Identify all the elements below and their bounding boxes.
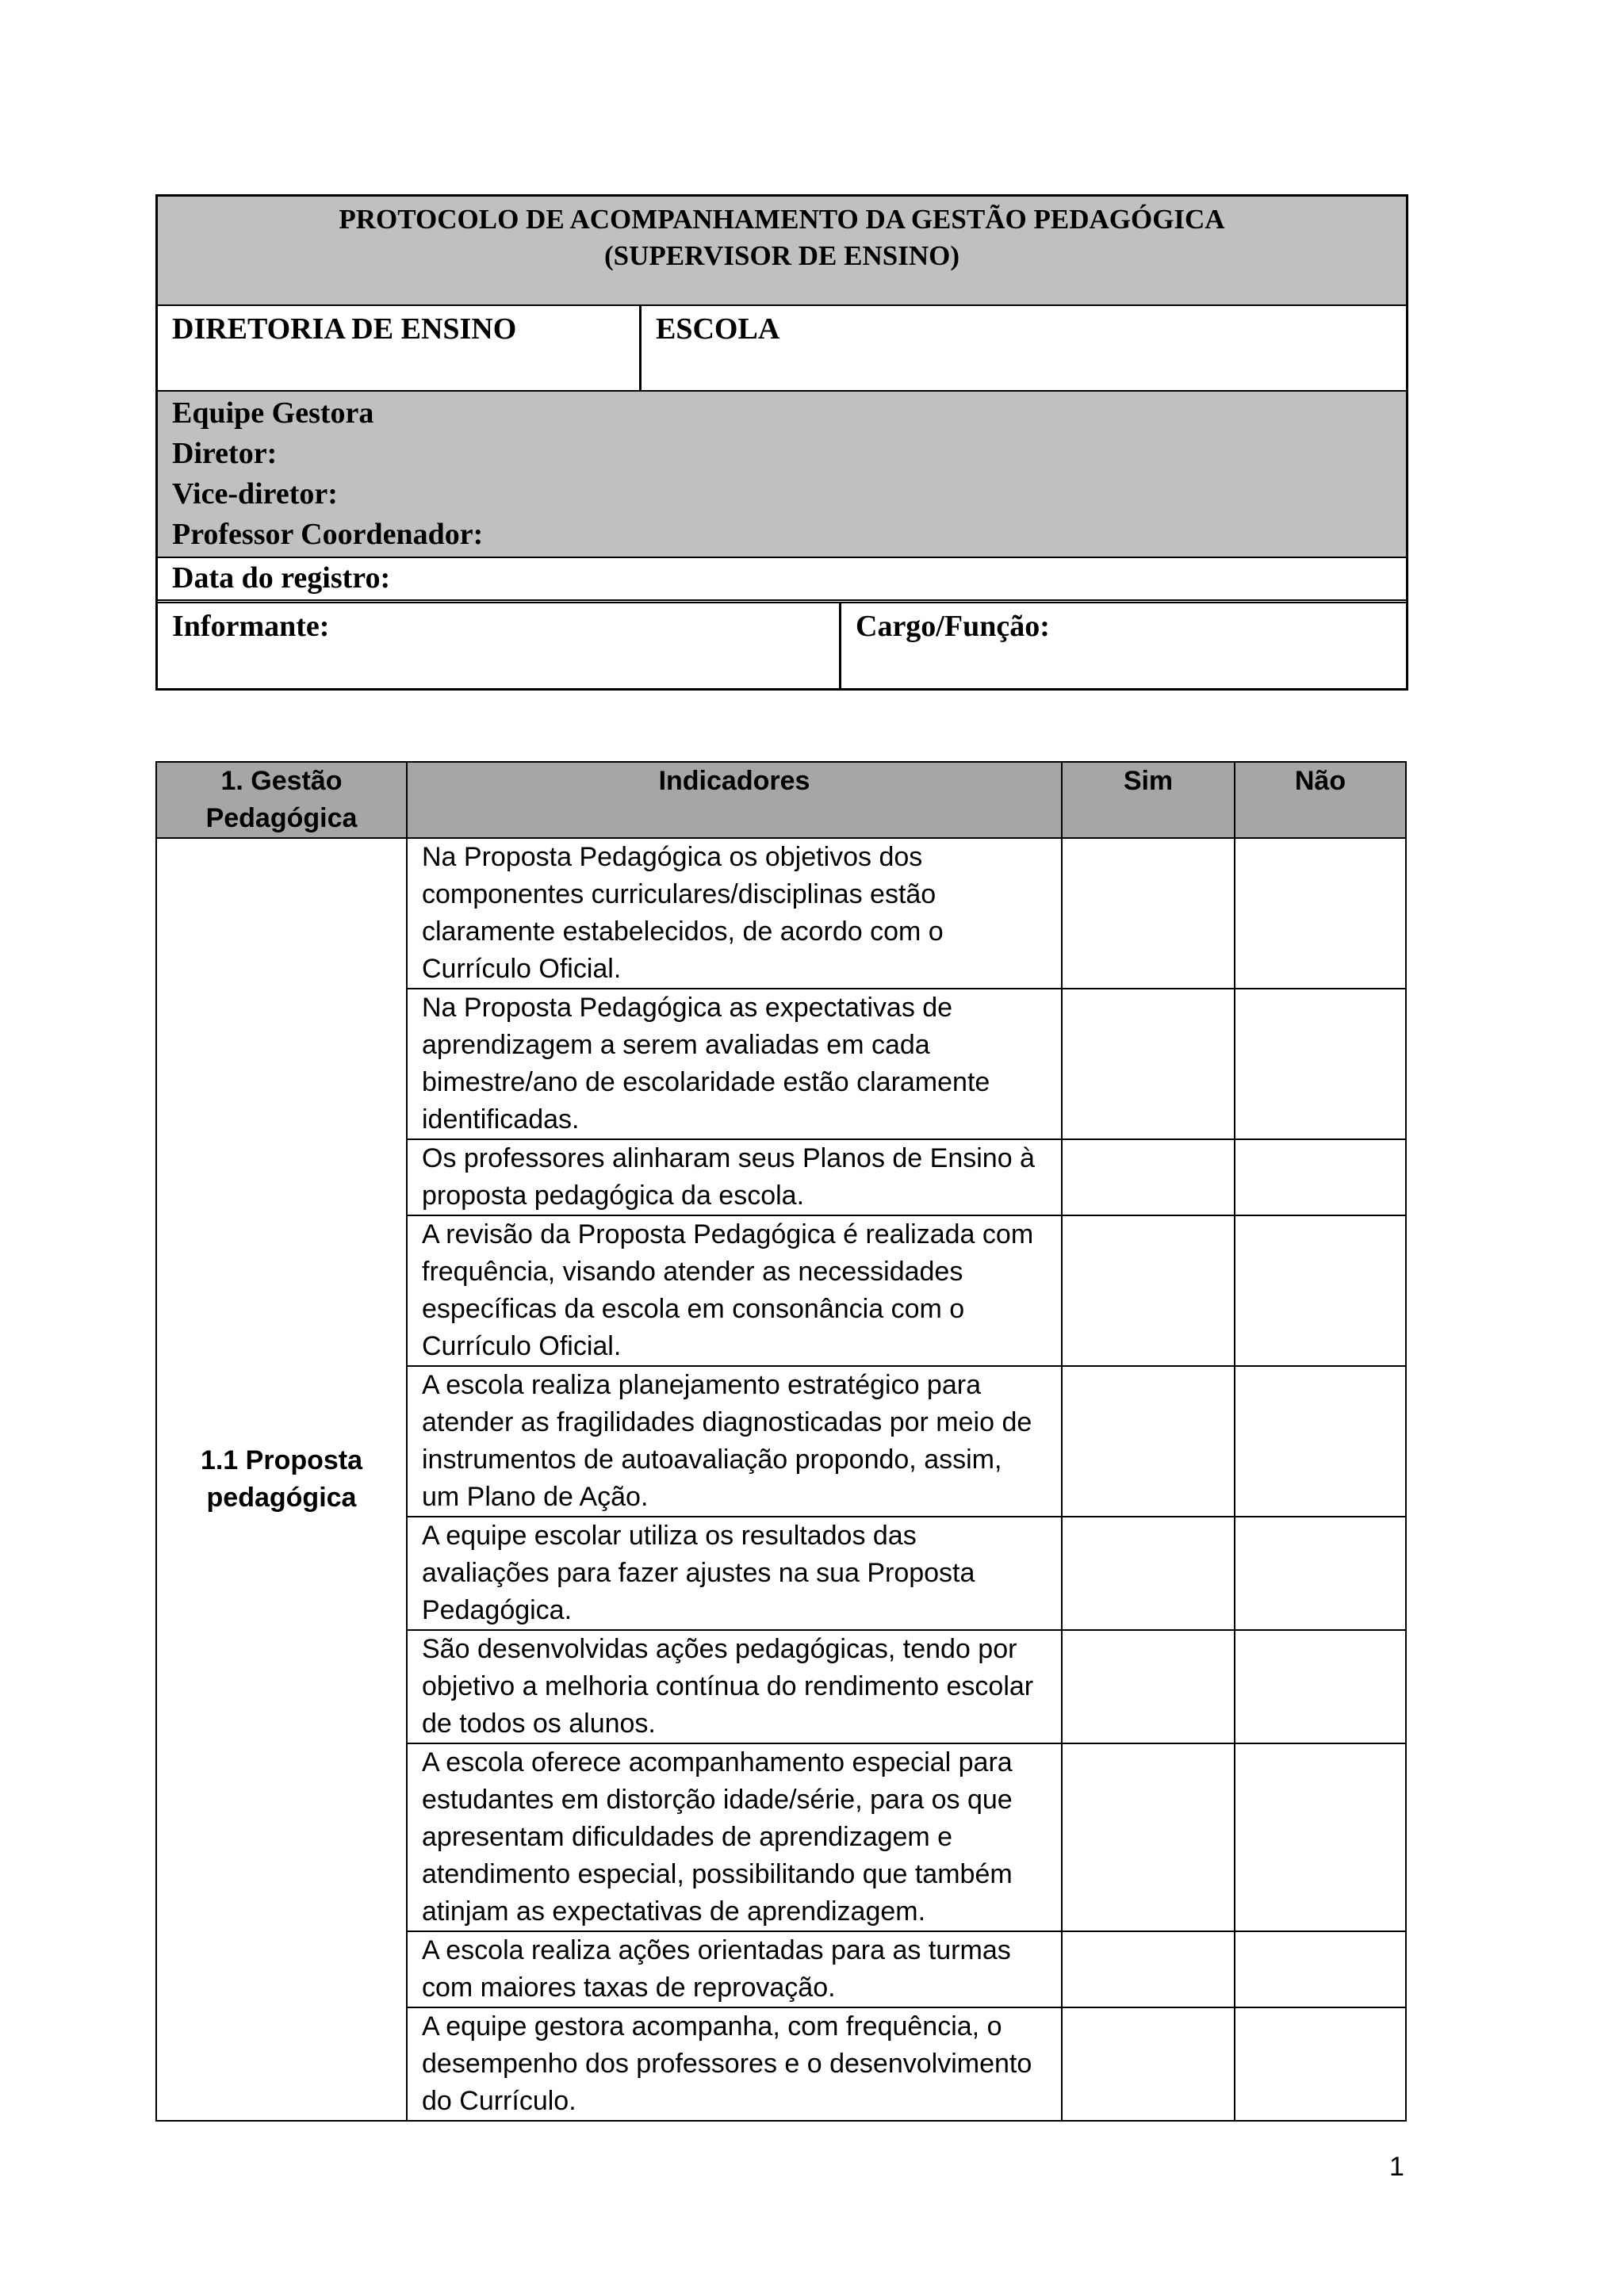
vice-diretor-field[interactable]: Vice-diretor:	[172, 477, 338, 511]
diretor-field[interactable]: Diretor:	[172, 437, 278, 470]
indicator-text: A equipe escolar utiliza os resultados das avaliações para fazer ajustes na sua Proposta Pedagógica.	[407, 1517, 1062, 1630]
indicator-text: A escola realiza ações orientadas para as turmas com maiores taxas de reprovação.	[407, 1931, 1062, 2007]
nao-checkbox-cell[interactable]	[1235, 1931, 1406, 2007]
indicator-text: A equipe gestora acompanha, com frequência, o desempenho dos professores e o desenvolvimento do Currículo.	[407, 2007, 1062, 2121]
informante-cargo-row	[158, 599, 1406, 688]
sim-checkbox-cell[interactable]	[1062, 1139, 1235, 1215]
equipe-gestora-section	[158, 390, 1406, 557]
sim-checkbox-cell[interactable]	[1062, 1366, 1235, 1517]
escola-field[interactable]	[639, 306, 1406, 390]
sim-checkbox-cell[interactable]	[1062, 1931, 1235, 2007]
data-registro-field[interactable]	[158, 558, 1406, 599]
informante-field[interactable]	[158, 603, 839, 688]
nao-checkbox-cell[interactable]	[1235, 1743, 1406, 1931]
indicators-table	[155, 761, 1407, 2122]
indicator-text: Na Proposta Pedagógica as expectativas de aprendizagem a serem avaliadas em cada bimestre/ano de escolaridade estão claramente identificadas.	[407, 989, 1062, 1139]
nao-checkbox-cell[interactable]	[1235, 989, 1406, 1139]
informante-label: Informante:	[172, 610, 330, 643]
nao-checkbox-cell[interactable]	[1235, 838, 1406, 989]
nao-checkbox-cell[interactable]	[1235, 2007, 1406, 2121]
header-section: 1. Gestão Pedagógica	[156, 762, 407, 838]
diretoria-escola-row	[158, 304, 1406, 390]
sim-checkbox-cell[interactable]	[1062, 1743, 1235, 1931]
escola-label: ESCOLA	[656, 312, 780, 346]
title-line-2: (SUPERVISOR DE ENSINO)	[603, 240, 959, 271]
nao-checkbox-cell[interactable]	[1235, 1630, 1406, 1743]
data-registro-label: Data do registro:	[172, 561, 391, 595]
nao-checkbox-cell[interactable]	[1235, 1366, 1406, 1517]
header-sim: Sim	[1062, 762, 1235, 838]
diretoria-field[interactable]	[158, 306, 639, 390]
sim-checkbox-cell[interactable]	[1062, 838, 1235, 989]
sim-checkbox-cell[interactable]	[1062, 989, 1235, 1139]
page-number: 1	[1389, 2152, 1404, 2182]
indicator-text: Os professores alinharam seus Planos de Ensino à proposta pedagógica da escola.	[407, 1139, 1062, 1215]
indicator-text: Na Proposta Pedagógica os objetivos dos componentes curriculares/disciplinas estão claramente estabelecidos, de acordo com o Currículo Oficial.	[407, 838, 1062, 989]
section-proposta-pedagogica: 1.1 Proposta pedagógica	[156, 838, 407, 2121]
title-line-1: PROTOCOLO DE ACOMPANHAMENTO DA GESTÃO PEDAGÓGICA	[339, 204, 1225, 235]
indicators-header-row	[156, 762, 1406, 838]
diretoria-label: DIRETORIA DE ENSINO	[172, 312, 517, 346]
sim-checkbox-cell[interactable]	[1062, 1630, 1235, 1743]
equipe-gestora-label: Equipe Gestora	[172, 396, 374, 430]
nao-checkbox-cell[interactable]	[1235, 1215, 1406, 1366]
sim-checkbox-cell[interactable]	[1062, 1215, 1235, 1366]
data-registro-row	[158, 557, 1406, 599]
sim-checkbox-cell[interactable]	[1062, 1517, 1235, 1630]
cargo-field[interactable]	[839, 603, 1406, 688]
title-row	[158, 197, 1406, 304]
indicator-text: São desenvolvidas ações pedagógicas, tendo por objetivo a melhoria contínua do rendimento escolar de todos os alunos.	[407, 1630, 1062, 1743]
indicator-text: A escola oferece acompanhamento especial para estudantes em distorção idade/série, para os que apresentam dificuldades de aprendizagem e atendimento especial, possibilitando que também atinjam as expectativas de aprendizagem.	[407, 1743, 1062, 1931]
professor-coordenador-field[interactable]: Professor Coordenador:	[172, 518, 484, 551]
nao-checkbox-cell[interactable]	[1235, 1517, 1406, 1630]
indicator-text: A revisão da Proposta Pedagógica é realizada com frequência, visando atender as necessidades específicas da escola em consonância com o Currículo Oficial.	[407, 1215, 1062, 1366]
header-nao: Não	[1235, 762, 1406, 838]
header-indicadores: Indicadores	[407, 762, 1062, 838]
sim-checkbox-cell[interactable]	[1062, 2007, 1235, 2121]
table-row	[156, 838, 1406, 989]
cargo-label: Cargo/Função:	[856, 610, 1050, 643]
nao-checkbox-cell[interactable]	[1235, 1139, 1406, 1215]
indicator-text: A escola realiza planejamento estratégico para atender as fragilidades diagnosticadas por meio de instrumentos de autoavaliação propondo, assim, um Plano de Ação.	[407, 1366, 1062, 1517]
protocol-header-form	[155, 194, 1408, 691]
